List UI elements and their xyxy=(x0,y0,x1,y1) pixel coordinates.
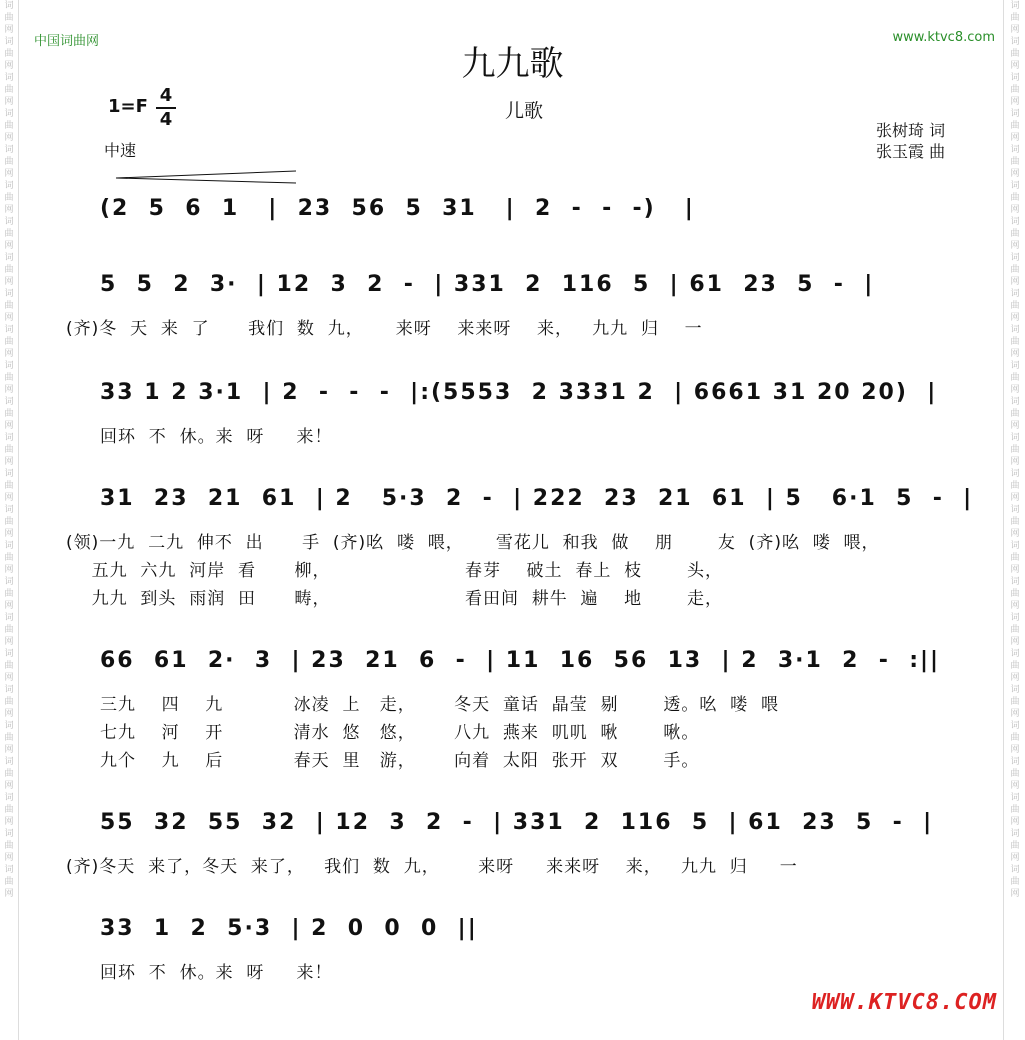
left-border-line xyxy=(18,0,19,1040)
song-title: 九九歌 xyxy=(461,44,564,84)
lyric-line-4-2: 五九 六九 河岸 看 柳， 春芽 破土 春上 枝 头， xyxy=(66,561,723,581)
notation-row-3: 33 1 2 3·1 | 2 - - - |:(5553 2 3331 2 | 6661 31 20 20) | xyxy=(100,380,938,405)
lyricist-credit: 张树琦 词 xyxy=(876,121,946,140)
composer-credit: 张玉霞 曲 xyxy=(876,142,946,161)
notation-row-2: 5 5 2 3· | 12 3 2 - | 331 2 116 5 | 61 23 5 - | xyxy=(100,272,875,297)
site-url-right: www.ktvc8.com xyxy=(892,30,995,45)
side-watermark-right: 词曲网词曲网词曲网词曲网词曲网词曲网词曲网词曲网词曲网词曲网词曲网词曲网词曲网词曲网词曲网词曲网词曲网词曲网词曲网词曲网词曲网词曲网词曲网词曲网词曲网 xyxy=(1010,1,1020,899)
lyric-line-5-2: 七九 河 开 清水 悠 悠， 八九 燕来 叽叽 啾 啾。 xyxy=(100,723,700,743)
notation-row-1: (2 5 6 1 | 23 56 5 31 | 2 - - -) | xyxy=(100,196,695,221)
lyric-line-6-1: (齐)冬天 来了，冬天 来了， 我们 数 九， 来呀 来来呀 来， 九九 归 一 xyxy=(66,857,798,877)
decrescendo-hairpin xyxy=(112,168,302,188)
time-bottom: 4 xyxy=(159,109,173,130)
notation-row-5: 66 61 2· 3 | 23 21 6 - | 11 16 56 13 | 2 3·1 2 - :|| xyxy=(100,648,941,673)
notation-row-6: 55 32 55 32 | 12 3 2 - | 331 2 116 5 | 61 23 5 - | xyxy=(100,810,934,835)
lyric-line-2-1: (齐)冬 天 来 了 我们 数 九， 来呀 来来呀 来， 九九 归 一 xyxy=(66,319,703,339)
lyric-line-5-1: 三九 四 九 冰凌 上 走， 冬天 童话 晶莹 剔 透。吆 喽 喂 xyxy=(100,695,779,715)
lyric-line-4-3: 九九 到头 雨润 田 畴， 看田间 耕牛 遍 地 走， xyxy=(66,589,723,609)
lyric-line-3-1: 回环 不 休。来 呀 来！ xyxy=(100,427,333,447)
watermark: WWW.KTVC8.COM xyxy=(811,990,997,1015)
right-border-line xyxy=(1003,0,1004,1040)
time-top: 4 xyxy=(159,85,173,106)
site-name-left: 中国词曲网 xyxy=(34,34,100,49)
notation-row-7: 33 1 2 5·3 | 2 0 0 0 || xyxy=(100,916,478,941)
lyric-line-4-1: (领)一九 二九 伸不 出 手 (齐)吆 喽 喂， 雪花儿 和我 做 朋 友 (齐)吆 喽 喂， xyxy=(66,533,880,553)
side-watermark-left: 词曲网词曲网词曲网词曲网词曲网词曲网词曲网词曲网词曲网词曲网词曲网词曲网词曲网词曲网词曲网词曲网词曲网词曲网词曲网词曲网词曲网词曲网词曲网词曲网词曲网 xyxy=(4,1,14,899)
notation-row-4: 31 23 21 61 | 2 5·3 2 - | 222 23 21 61 | 5 6·1 5 - | xyxy=(100,486,974,511)
lyric-line-7-1: 回环 不 休。来 呀 来！ xyxy=(100,963,333,983)
time-signature xyxy=(156,86,176,130)
lyric-line-5-3: 九个 九 后 春天 里 游， 向着 太阳 张开 双 手。 xyxy=(100,751,700,771)
song-genre: 儿歌 xyxy=(505,100,544,122)
tempo-marking: 中速 xyxy=(104,141,137,160)
key-signature: 1=F xyxy=(108,96,148,117)
